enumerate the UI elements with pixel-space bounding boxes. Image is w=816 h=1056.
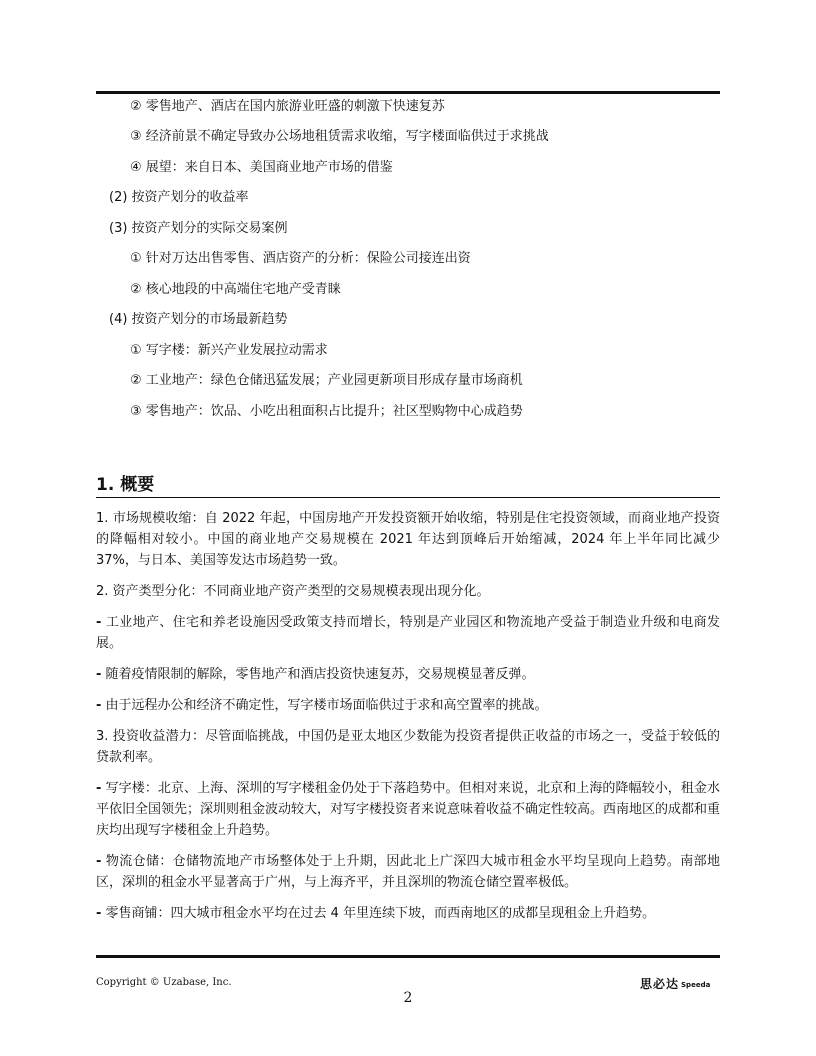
paragraph-text: 由于远程办公和经济不确定性，写字楼市场面临供过于求和高空置率的挑战。 <box>101 698 548 713</box>
paragraph <box>96 726 720 768</box>
toc-item: (2) 按资产划分的收益率 <box>109 190 249 205</box>
paragraph-text: 3. 投资收益潜力：尽管面临挑战，中国仍是亚太地区少数能为投资者提供正收益的市场之一，受益于较低的贷款利率。 <box>96 729 720 765</box>
header-rule <box>96 91 720 94</box>
dash-marker: - <box>96 667 102 682</box>
summary-body <box>96 508 720 934</box>
paragraph <box>96 778 720 841</box>
paragraph <box>96 581 720 602</box>
toc-item: ③ 零售地产：饮品、小吃出租面积占比提升；社区型购物中心成趋势 <box>130 404 523 419</box>
paragraph-text: 1. 市场规模收缩：自 2022 年起，中国房地产开发投资额开始收缩，特别是住宅投资领域，而商业地产投资的降幅相对较小。中国的商业地产交易规模在 2021 年达到顶峰后开始缩减，2024 年上半年同比减少 37%，与日本、美国等发达市场趋势一致。 <box>96 511 720 568</box>
paragraph <box>96 851 720 893</box>
logo-chinese-text: 思必达 <box>640 977 680 991</box>
toc-item: ② 工业地产：绿色仓储迅猛发展；产业园更新项目形成存量市场商机 <box>130 373 523 388</box>
paragraph <box>96 612 720 654</box>
paragraph-text: 写字楼：北京、上海、深圳的写字楼租金仍处于下落趋势中。但相对来说，北京和上海的降幅较小，租金水平依旧全国领先；深圳则租金波动较大，对写字楼投资者来说意味着收益不确定性较高。西南地区的成都和重庆均出现写字楼租金上升趋势。 <box>96 781 721 838</box>
logo-english-text: Speeda <box>681 981 711 989</box>
paragraph-text: 2. 资产类型分化：不同商业地产资产类型的交易规模表现出现分化。 <box>96 584 490 599</box>
toc-item: ③ 经济前景不确定导致办公场地租赁需求收缩，写字楼面临供过于求挑战 <box>130 129 549 144</box>
paragraph <box>96 508 720 571</box>
dash-marker: - <box>96 781 102 796</box>
section-title: 1. 概要 <box>96 475 155 495</box>
dash-marker: - <box>96 698 102 713</box>
paragraph-text: 随着疫情限制的解除，零售地产和酒店投资快速复苏，交易规模显著反弹。 <box>101 667 535 682</box>
paragraph <box>96 903 720 924</box>
page-number: 2 <box>403 990 413 1006</box>
dash-marker: - <box>96 854 102 869</box>
paragraph-text: 物流仓储：仓储物流地产市场整体处于上升期，因此北上广深四大城市租金水平均呈现向上趋势。南部地区，深圳的租金水平显著高于广州，与上海齐平，并且深圳的物流仓储空置率极低。 <box>96 854 720 890</box>
paragraph-text: 工业地产、住宅和养老设施因受政策支持而增长，特别是产业园区和物流地产受益于制造业升级和电商发展。 <box>96 615 720 651</box>
section-rule <box>96 497 720 498</box>
toc-item: ② 核心地段的中高端住宅地产受青睐 <box>130 282 341 297</box>
toc-item: ④ 展望：来自日本、美国商业地产市场的借鉴 <box>130 160 393 175</box>
toc-item: ② 零售地产、酒店在国内旅游业旺盛的刺激下快速复苏 <box>130 99 445 114</box>
paragraph <box>96 695 720 716</box>
dash-marker: - <box>96 906 102 921</box>
paragraph-text: 零售商铺：四大城市租金水平均在过去 4 年里连续下坡，而西南地区的成都呈现租金上升趋势。 <box>101 906 656 921</box>
footer-rule <box>96 955 720 958</box>
toc-item: (3) 按资产划分的实际交易案例 <box>109 221 288 236</box>
toc-item: (4) 按资产划分的市场最新趋势 <box>109 312 288 327</box>
dash-marker: - <box>96 615 102 630</box>
copyright-notice: Copyright © Uzabase, Inc. <box>96 977 232 988</box>
toc-item: ① 写字楼：新兴产业发展拉动需求 <box>130 343 328 358</box>
toc-item: ① 针对万达出售零售、酒店资产的分析：保险公司接连出资 <box>130 251 471 266</box>
paragraph <box>96 664 720 685</box>
